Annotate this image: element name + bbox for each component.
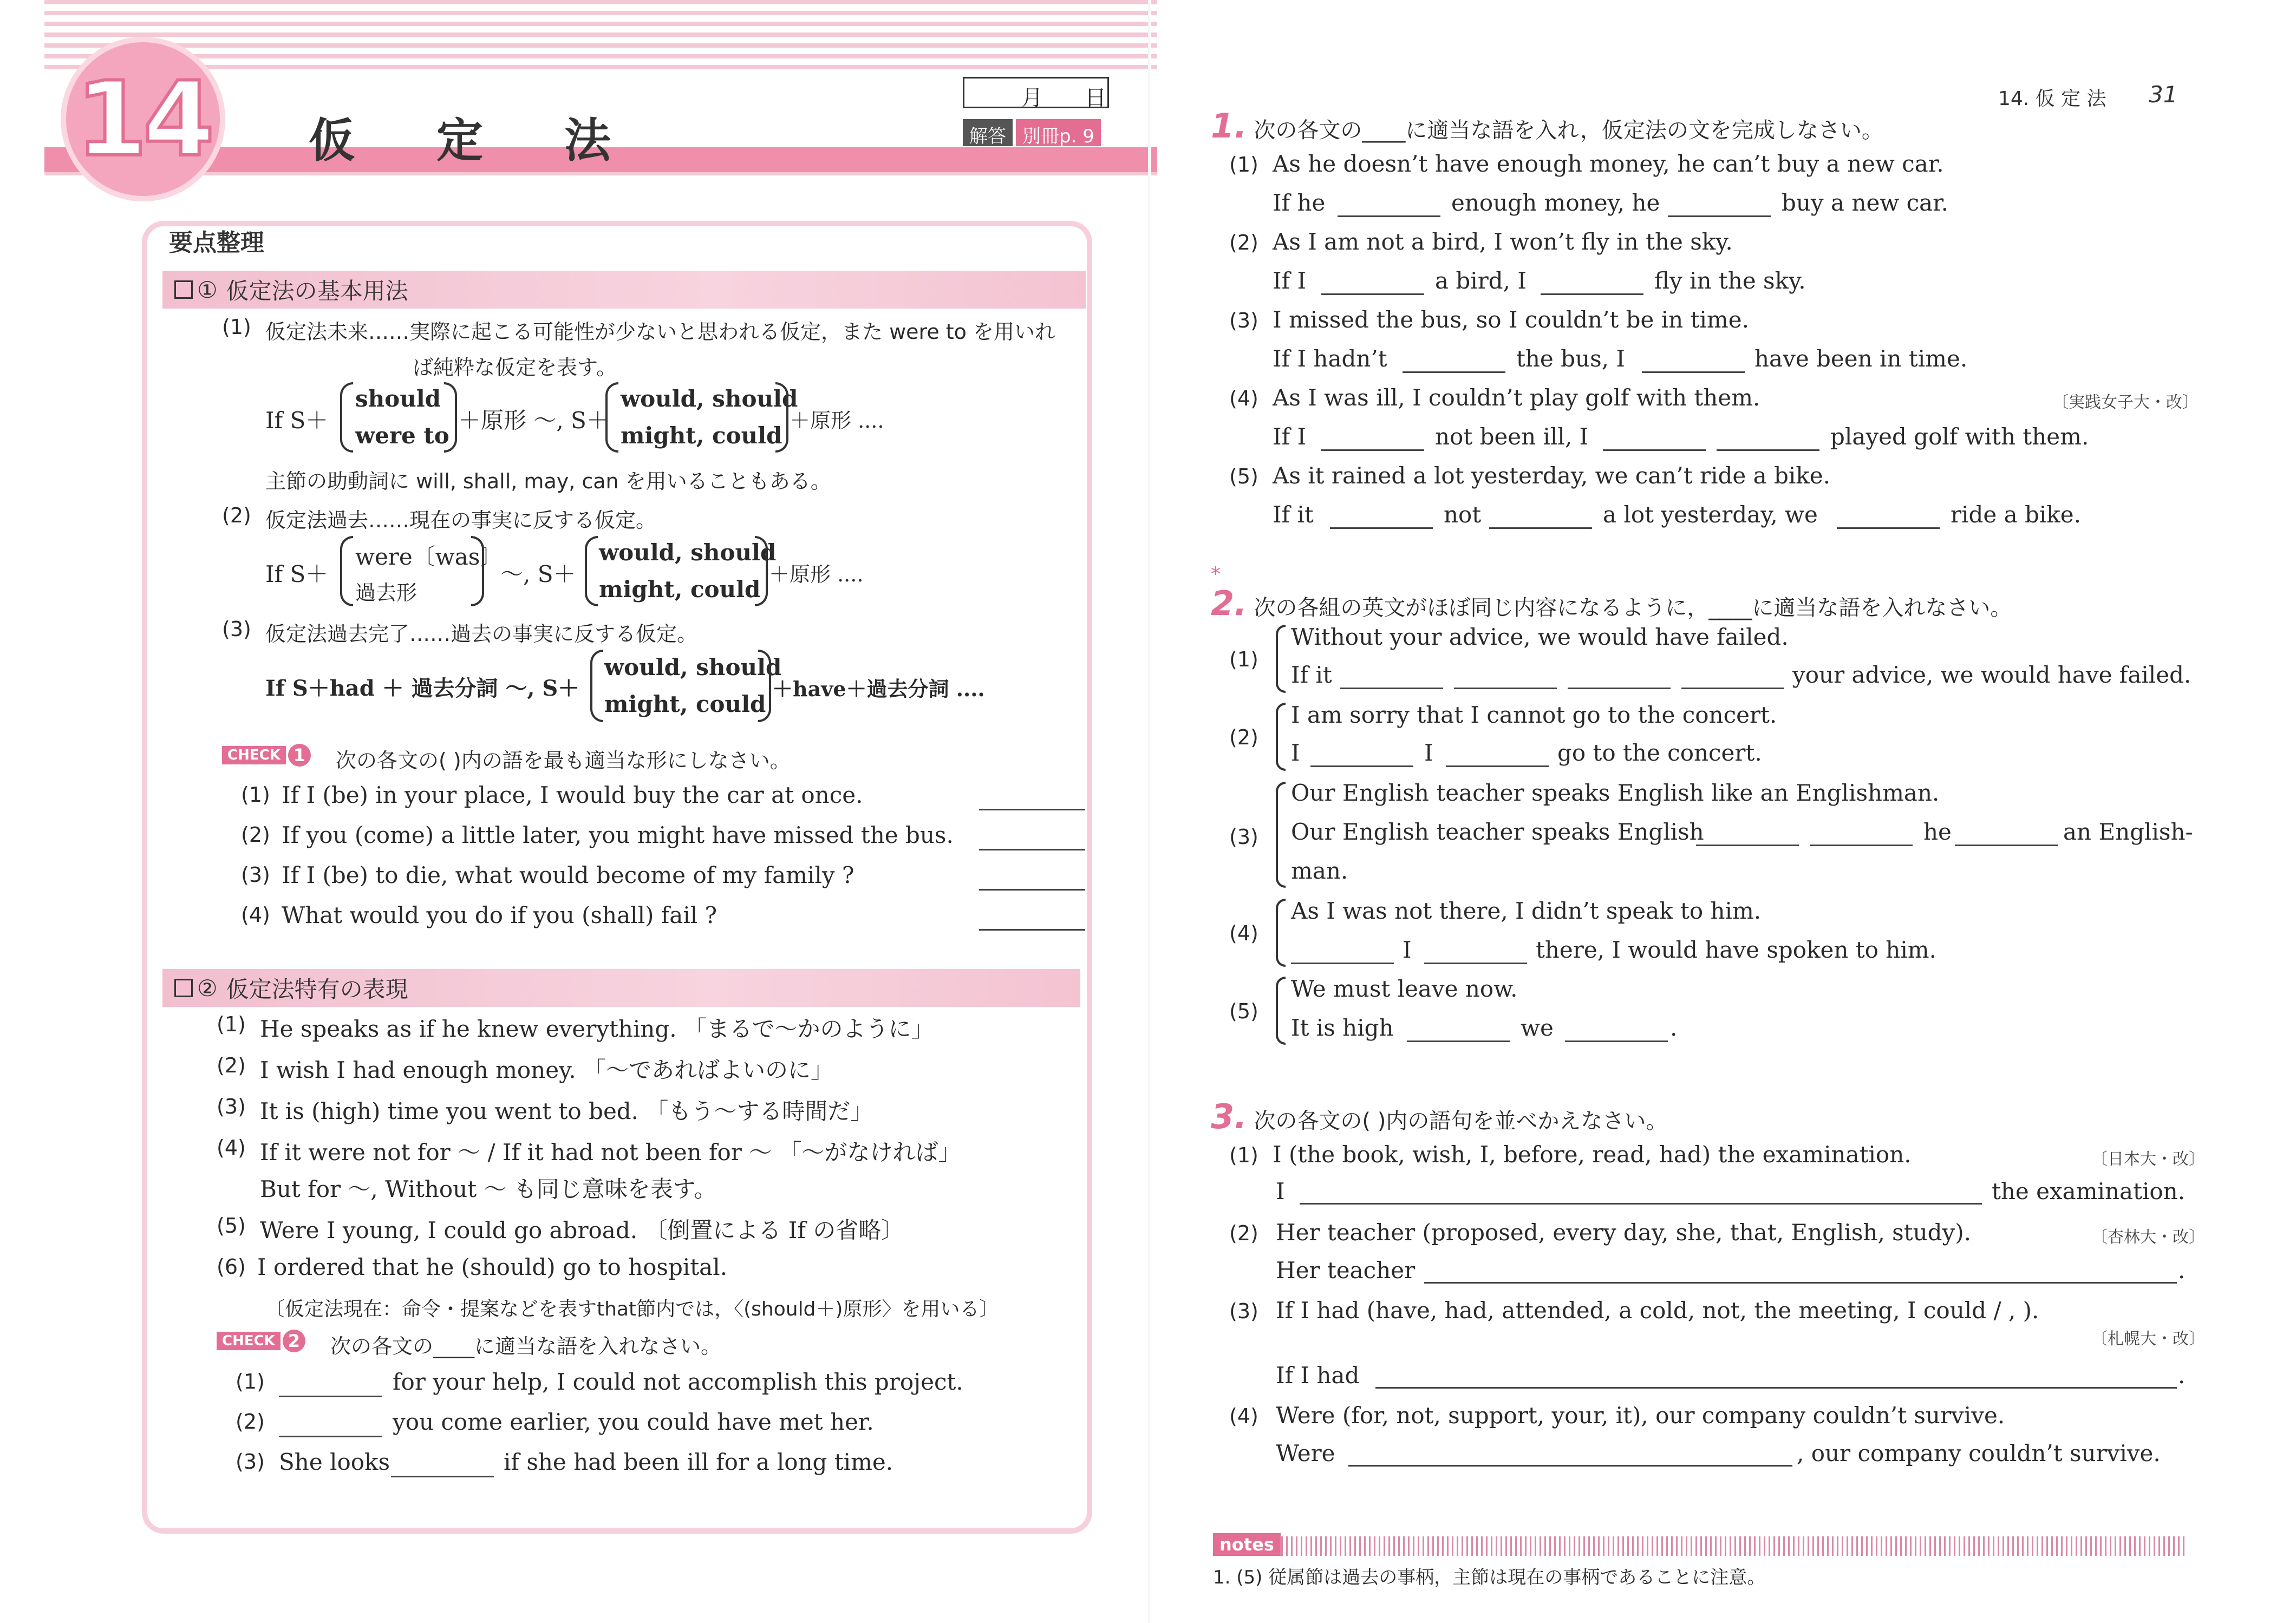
- check-2-tag: [217, 1330, 305, 1352]
- formula1-mid: ＋原形 〜, S＋: [458, 407, 609, 434]
- section-1-bar: [162, 271, 1086, 309]
- answer-blank[interactable]: [1291, 963, 1394, 964]
- formula2-option: would, should: [599, 539, 777, 566]
- answer-blank[interactable]: [279, 1436, 382, 1437]
- source-note: 〔実践女子大・改〕: [2052, 393, 2199, 412]
- q3-item-text: .: [2178, 1362, 2186, 1389]
- q2-item-text: I: [1291, 739, 1300, 766]
- p1-text-cont: ば純粋な仮定を表す。: [413, 356, 617, 379]
- formula2-end: ＋原形 ....: [769, 562, 864, 586]
- expr-num: (4): [217, 1136, 246, 1160]
- date-day: 日: [1085, 86, 1106, 110]
- date-month: 月: [1021, 86, 1043, 110]
- q3-item-sentence: Were (for, not, support, your, it), our company couldn’t survive.: [1276, 1402, 2005, 1429]
- formula1-option: would, should: [621, 385, 798, 412]
- formula1-option: should: [355, 385, 441, 412]
- pair-brace: [1276, 899, 1286, 967]
- check-2-item-num: (2): [236, 1410, 265, 1434]
- expr-text: I wish I had enough money. 「〜であればよいのに」: [260, 1057, 833, 1083]
- check-number: 2: [283, 1330, 305, 1352]
- answer-blank[interactable]: [1407, 1040, 1510, 1042]
- q3-item-num: (2): [1229, 1221, 1258, 1245]
- q3-item-num: (4): [1229, 1404, 1258, 1428]
- answer-blank[interactable]: [1837, 527, 1940, 529]
- check-2-item-text: for your help, I could not accomplish this project.: [393, 1369, 963, 1395]
- left-brace: [590, 650, 603, 722]
- formula1-option: were to: [355, 422, 449, 449]
- section-2-bar: [162, 969, 1080, 1007]
- check-1-item-num: (3): [241, 863, 270, 887]
- answer-blank[interactable]: [1955, 845, 2058, 846]
- answer-blank[interactable]: [1541, 293, 1643, 295]
- right-brace: [758, 650, 771, 722]
- formula2-option: 過去形: [355, 581, 418, 605]
- answer-line[interactable]: [1375, 1387, 2177, 1389]
- formula3-if: If S＋had ＋ 過去分詞 〜, S＋: [265, 676, 580, 701]
- q2-item-text: man.: [1291, 858, 1348, 884]
- q2-star: *: [1211, 563, 1221, 585]
- answer-blank[interactable]: [1330, 527, 1433, 529]
- q2-item-text: .: [1670, 1015, 1678, 1041]
- q2-instruction: 次の各組の英文がほぼ同じ内容になるように，____に適当な語を入れなさい。: [1254, 595, 2012, 620]
- p2-label: (2): [222, 503, 251, 527]
- source-note: 〔日本大・改〕: [2091, 1150, 2205, 1169]
- section-2-title: 仮定法特有の表現: [226, 976, 408, 1003]
- answer-blank[interactable]: [1568, 688, 1671, 689]
- answer-blank[interactable]: [1717, 449, 1819, 451]
- page-title: 仮 定 法: [309, 114, 643, 168]
- formula1-end: ＋原形 ....: [790, 409, 884, 433]
- check-2-item-text: if she had been ill for a long time.: [504, 1449, 893, 1475]
- answer-line[interactable]: [1424, 1282, 2177, 1284]
- formula2-option: might, could: [599, 576, 761, 603]
- q3-item-num: (3): [1229, 1299, 1258, 1323]
- q3-item-sentence: Her teacher (proposed, every day, she, that, English, study).: [1276, 1219, 1972, 1246]
- expr-text: It is (high) time you went to bed. 「もう〜する時間だ」: [260, 1098, 873, 1124]
- checkbox-icon: [174, 280, 193, 299]
- q2-heading: [1211, 584, 2012, 623]
- q1-item-text: buy a new car.: [1782, 189, 1948, 216]
- title-bar-underline: [44, 172, 1157, 175]
- check-1-item-num: (1): [241, 783, 270, 807]
- left-brace: [585, 536, 598, 606]
- q3-item-text: .: [2178, 1257, 2186, 1284]
- q2-item-sentence: I am sorry that I cannot go to the concert.: [1291, 702, 1777, 728]
- expr-text: If it were not for 〜 / If it had not been for 〜 「〜がなければ」: [260, 1139, 961, 1166]
- answer-label: 解答: [963, 119, 1013, 146]
- answer-blank[interactable]: [1696, 845, 1799, 846]
- running-header: 14. 仮 定 法: [1998, 88, 2106, 110]
- q3-item-num: (1): [1229, 1143, 1258, 1167]
- check-1-item-text: If I (be) in your place, I would buy the car at once.: [282, 782, 863, 808]
- p1-label: (1): [222, 315, 251, 339]
- left-brace: [605, 382, 618, 453]
- p1-text: 仮定法未来……実際に起こる可能性が少ないと思われる仮定，また were to を用いれ: [265, 320, 1056, 344]
- q1-item-text: a lot yesterday, we: [1603, 501, 1818, 528]
- q1-heading: [1211, 106, 1883, 146]
- expr-num: (6): [217, 1255, 246, 1279]
- q2-item-num: (4): [1229, 921, 1258, 945]
- expr-num: (3): [217, 1095, 246, 1118]
- q2-item-text: If it: [1291, 662, 1332, 688]
- q3-instruction: 次の各文の( )内の語句を並べかえなさい。: [1254, 1109, 1668, 1134]
- q1-item-text: If it: [1273, 501, 1314, 528]
- answer-blank[interactable]: [1810, 845, 1913, 846]
- q3-item-text: the examination.: [1992, 1178, 2186, 1205]
- q3-item-sentence: I (the book, wish, I, before, read, had) the examination.: [1273, 1141, 1912, 1168]
- expr-text: 〔仮定法現在：命令・提案などを表すthat節内では，〈(should＋)原形〉を用いる〕: [265, 1298, 999, 1320]
- answer-blank[interactable]: [979, 929, 1085, 931]
- check-1-item-text: What would you do if you (shall) fail ?: [282, 902, 718, 928]
- check-1-item-text: If I (be) to die, what would become of my family ?: [282, 862, 855, 888]
- check-1-item-num: (4): [241, 903, 270, 927]
- q2-item-sentence: We must leave now.: [1291, 976, 1518, 1002]
- chapter-number: 14: [75, 59, 211, 179]
- answer-blank[interactable]: [1321, 449, 1424, 451]
- p2-text: 仮定法過去……現在の事実に反する仮定。: [265, 508, 657, 532]
- answer-blank[interactable]: [979, 849, 1085, 850]
- q3-item-text: Her teacher: [1276, 1257, 1416, 1284]
- check-label: CHECK: [217, 1332, 281, 1350]
- q2-item-text: go to the concert.: [1557, 739, 1762, 766]
- check-1-item-text: If you (come) a little later, you might have missed the bus.: [282, 822, 954, 848]
- q1-item-num: (2): [1229, 231, 1258, 254]
- formula1-if: If S＋: [265, 407, 329, 434]
- check-2-item-text: She looks: [279, 1449, 390, 1475]
- section-1-num: ①: [197, 276, 218, 303]
- section-2-num: ②: [197, 974, 218, 1002]
- q1-item-num: (4): [1229, 387, 1258, 410]
- answer-page-ref: 別冊p. 9: [1016, 119, 1101, 146]
- check-2-instruction: 次の各文の____に適当な語を入れなさい。: [330, 1334, 722, 1358]
- q1-item-text: enough money, he: [1451, 189, 1660, 216]
- check-1-tag: [222, 744, 311, 767]
- check-number: 1: [288, 744, 311, 767]
- q3-item-text: I: [1276, 1178, 1285, 1205]
- answer-blank[interactable]: [1403, 371, 1505, 373]
- notes-tag: notes: [1213, 1533, 1281, 1556]
- check-2-item-text: you come earlier, you could have met her.: [393, 1409, 874, 1435]
- q1-item-sentence: As I am not a bird, I won’t fly in the sky.: [1273, 228, 1733, 255]
- q1-item-text: have been in time.: [1754, 345, 1968, 372]
- answer-line[interactable]: [1300, 1203, 1982, 1205]
- right-brace: [755, 536, 768, 606]
- formula2-option: were〔was〕: [355, 544, 503, 570]
- formula3-end: ＋have＋過去分詞 ....: [772, 677, 985, 701]
- answer-blank[interactable]: [279, 1396, 382, 1397]
- pair-brace: [1276, 703, 1286, 771]
- q1-item-text: If I hadn’t: [1273, 345, 1387, 372]
- answer-blank[interactable]: [1310, 765, 1413, 767]
- q1-item-text: the bus, I: [1516, 345, 1625, 372]
- answer-blank[interactable]: [1424, 963, 1527, 964]
- q2-item-text: we: [1521, 1015, 1554, 1041]
- checkbox-icon: [174, 979, 193, 997]
- answer-blank[interactable]: [1681, 688, 1784, 689]
- p3-text: 仮定法過去完了……過去の事実に反する仮定。: [265, 622, 698, 646]
- header-stripes: [44, 0, 1157, 69]
- q2-item-num: (5): [1229, 999, 1258, 1023]
- formula1-note: 主節の助動詞に will, shall, may, can を用いることもある。: [265, 469, 831, 493]
- q2-item-sentence: As I was not there, I didn’t speak to him.: [1291, 898, 1762, 924]
- formula3-option: might, could: [604, 691, 766, 717]
- answer-blank[interactable]: [979, 889, 1085, 891]
- q2-item-text: your advice, we would have failed.: [1792, 662, 2191, 688]
- expr-text: He speaks as if he knew everything. 「まるで〜かのように」: [260, 1016, 934, 1042]
- q2-item-text: It is high: [1291, 1015, 1394, 1041]
- expr-text: Were I young, I could go abroad. 〔倒置による If の省略〕: [260, 1217, 904, 1244]
- q1-item-text: not: [1444, 501, 1482, 528]
- q2-item-text: there, I would have spoken to him.: [1536, 937, 1936, 963]
- answer-blank[interactable]: [1668, 215, 1771, 217]
- answer-blank[interactable]: [1446, 765, 1549, 767]
- answer-blank[interactable]: [1338, 215, 1440, 217]
- pair-brace: [1276, 625, 1286, 693]
- q1-item-sentence: I missed the bus, so I couldn’t be in time.: [1273, 306, 1749, 333]
- q3-number: 3.: [1211, 1097, 1247, 1136]
- q2-item-text: he: [1923, 819, 1952, 845]
- q1-instruction: 次の各文の____に適当な語を入れ，仮定法の文を完成しなさい。: [1254, 118, 1883, 143]
- formula3-option: would, should: [604, 654, 782, 680]
- answer-blank[interactable]: [1603, 449, 1706, 451]
- section-1-title: 仮定法の基本用法: [226, 278, 408, 304]
- formula1-option: might, could: [621, 422, 782, 449]
- q2-item-text: Our English teacher speaks English: [1291, 819, 1704, 845]
- answer-blank[interactable]: [1642, 371, 1745, 373]
- summary-heading: 要点整理: [169, 229, 264, 257]
- right-brace: [444, 382, 457, 453]
- expr-text: I ordered that he (should) go to hospital.: [257, 1254, 727, 1280]
- q2-item-sentence: Without your advice, we would have failed.: [1291, 624, 1789, 650]
- q3-heading: [1211, 1097, 1667, 1136]
- chapter-badge: [61, 37, 225, 201]
- q1-item-text: not been ill, I: [1435, 423, 1589, 450]
- q1-item-sentence: As he doesn’t have enough money, he can’t buy a new car.: [1273, 150, 1944, 177]
- pair-brace: [1276, 782, 1286, 888]
- answer-blank[interactable]: [1565, 1040, 1668, 1042]
- answer-blank[interactable]: [1340, 688, 1443, 689]
- right-brace: [471, 536, 484, 606]
- q1-item-text: a bird, I: [1435, 267, 1527, 294]
- check-2-item-num: (3): [236, 1450, 265, 1474]
- q1-item-num: (5): [1229, 464, 1258, 488]
- q2-item-text: an English-: [2063, 819, 2193, 845]
- q2-item-num: (1): [1229, 647, 1258, 671]
- q1-item-text: played golf with them.: [1830, 423, 2089, 450]
- q2-item-text: I: [1424, 739, 1433, 766]
- q3-item-text: , our company couldn’t survive.: [1797, 1440, 2161, 1467]
- answer-blank[interactable]: [391, 1476, 494, 1477]
- expr-num: (1): [217, 1012, 246, 1036]
- q1-item-num: (1): [1229, 153, 1258, 176]
- q1-item-sentence: As I was ill, I couldn’t play golf with them.: [1273, 384, 1760, 411]
- formula2-if: If S＋: [265, 561, 329, 587]
- q2-item-num: (2): [1229, 725, 1258, 749]
- right-brace: [775, 382, 788, 453]
- q2-item-num: (3): [1229, 825, 1258, 849]
- page-gutter: [1148, 0, 1151, 1623]
- q3-item-text: If I had: [1276, 1362, 1360, 1389]
- left-brace: [340, 536, 353, 606]
- p3-label: (3): [222, 617, 251, 641]
- q1-item-num: (3): [1229, 309, 1258, 332]
- q1-item-text: fly in the sky.: [1654, 267, 1806, 294]
- left-brace: [340, 382, 353, 453]
- answer-blank[interactable]: [979, 809, 1085, 810]
- answer-reference: [963, 119, 1101, 146]
- source-note: 〔札幌大・改〕: [2091, 1330, 2205, 1349]
- notes-bar: [1213, 1536, 2188, 1556]
- q2-number: 2.: [1211, 584, 1247, 623]
- expr-text: But for 〜, Without 〜 も同じ意味を表す。: [260, 1176, 717, 1202]
- q1-item-text: If I: [1273, 267, 1307, 294]
- expr-num: (2): [217, 1053, 246, 1077]
- q1-item-text: If he: [1273, 189, 1326, 216]
- date-box: [963, 77, 1109, 108]
- answer-line[interactable]: [1348, 1465, 1792, 1467]
- formula2-mid: 〜, S＋: [500, 561, 576, 587]
- q2-item-text: I: [1403, 937, 1412, 963]
- answer-blank[interactable]: [1454, 688, 1557, 689]
- expr-num: (5): [217, 1214, 246, 1238]
- source-note: 〔杏林大・改〕: [2091, 1228, 2205, 1247]
- answer-blank[interactable]: [1321, 293, 1424, 295]
- q1-number: 1.: [1211, 106, 1247, 146]
- notes-text: 1. (5) 従属節は過去の事柄，主節は現在の事柄であることに注意。: [1213, 1567, 1766, 1588]
- check-1-instruction: 次の各文の( )内の語を最も適当な形にしなさい。: [336, 749, 791, 773]
- q3-item-sentence: If I had (have, had, attended, a cold, not, the meeting, I could / , ).: [1276, 1297, 2039, 1324]
- q1-item-text: If I: [1273, 423, 1307, 450]
- check-label: CHECK: [222, 746, 286, 764]
- answer-blank[interactable]: [1489, 527, 1592, 529]
- q1-item-text: ride a bike.: [1951, 501, 2081, 528]
- pair-brace: [1276, 977, 1286, 1045]
- q1-item-sentence: As it rained a lot yesterday, we can’t ride a bike.: [1273, 462, 1830, 489]
- q2-item-sentence: Our English teacher speaks English like an Englishman.: [1291, 780, 1940, 806]
- page-number: 31: [2149, 81, 2178, 108]
- q3-item-text: Were: [1276, 1440, 1335, 1467]
- check-2-item-num: (1): [236, 1370, 265, 1393]
- check-1-item-num: (2): [241, 823, 270, 847]
